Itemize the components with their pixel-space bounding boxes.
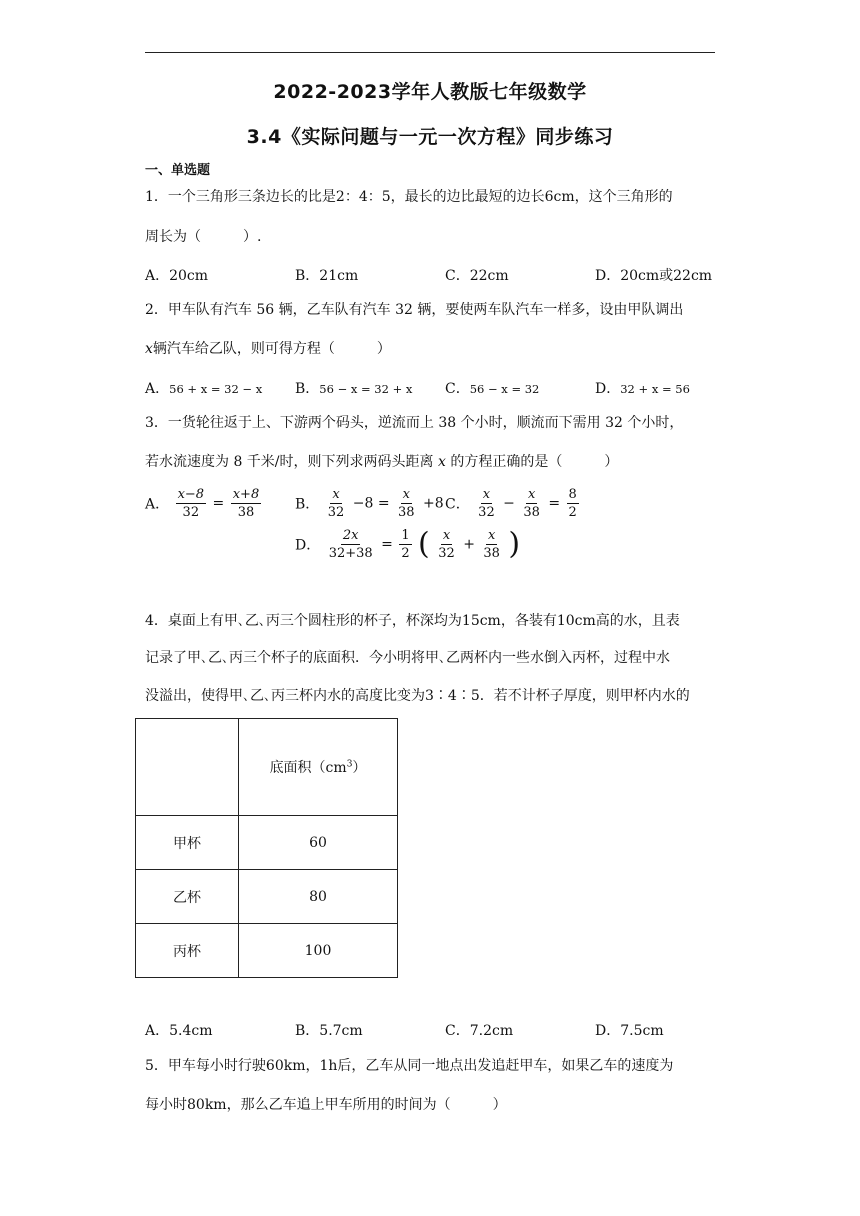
base-area-table bbox=[135, 718, 398, 978]
q3-option-c: C． $\frac{x}{32}$ − $\frac{x}{38}$ = $\frac{8}{2}$ bbox=[445, 487, 577, 520]
table-row bbox=[136, 816, 398, 870]
q3-text-line2: 若水流速度为 8 千米/时，则下列求两码头距离 x 的方程正确的是（ ） bbox=[145, 454, 619, 470]
q2-option-d: D．32 + x = 56 bbox=[595, 381, 690, 397]
q2-option-b: B．56 − x = 32 + x bbox=[295, 381, 413, 397]
q1-text-line2: 周长为（ ）. bbox=[145, 229, 262, 245]
page-subtitle: 3.4《实际问题与一元一次方程》同步练习 bbox=[246, 126, 614, 148]
q3-option-d: D． $\frac{2x}{32+38}$ = $\frac{1}{2}$ ( $\frac{x}{32}$ + $\frac{x}{38}$ ) bbox=[295, 526, 521, 562]
q3-d-frac-half: $\frac{1}{2}$ bbox=[401, 528, 410, 561]
table-row-name: 丙杯 bbox=[136, 924, 239, 978]
q4-option-c: C．7.2cm bbox=[445, 1023, 514, 1039]
q2-option-c: C．56 − x = 32 bbox=[445, 381, 540, 397]
q3-a-frac-right: $\frac{x+8}{38}$ bbox=[232, 487, 260, 520]
q2-option-a-expr: 56 + x = 32 − x bbox=[169, 382, 263, 396]
q3-text-line1: 3．一货轮往返于上、下游两个码头，逆流而上 38 个小时，顺流而下需用 32 个小时， bbox=[145, 415, 684, 431]
table-row-value: 100 bbox=[239, 924, 398, 978]
q2-text-line1: 2．甲车队有汽车 56 辆，乙车队有汽车 32 辆，要使两车队汽车一样多，设由甲队调出 bbox=[145, 302, 684, 318]
section-heading: 一、单选题 bbox=[145, 163, 211, 178]
table-row bbox=[136, 870, 398, 924]
q2-option-c-expr: 56 − x = 32 bbox=[469, 382, 540, 396]
q2-text-rest: 辆汽车给乙队，则可得方程（ ） bbox=[152, 341, 391, 357]
q4-option-a: A．5.4cm bbox=[145, 1023, 213, 1039]
q2-variable: x bbox=[145, 341, 153, 357]
table-row bbox=[136, 924, 398, 978]
q3-d-frac-2: $\frac{x}{38}$ bbox=[483, 528, 500, 561]
q3-b-frac-right: $\frac{x}{38}$ bbox=[398, 487, 415, 520]
page-title: 2022-2023学年人教版七年级数学 bbox=[273, 81, 587, 103]
q2-option-a: A．56 + x = 32 − x bbox=[145, 381, 263, 397]
q1-option-a: A．20cm bbox=[145, 268, 209, 284]
q3-d-frac-left: $\frac{2x}{32+38}$ bbox=[328, 528, 373, 561]
q4-text-line2: 记录了甲､乙､丙三个杯子的底面积．今小明将甲､乙两杯内一些水倒入丙杯，过程中水 bbox=[145, 650, 670, 666]
q3-option-a: A． $\frac{x-8}{32}$ = $\frac{x+8}{38}$ bbox=[145, 487, 260, 520]
q4-option-b: B．5.7cm bbox=[295, 1023, 363, 1039]
q4-text-line3: 没溢出，使得甲､乙､丙三杯内水的高度比变为3∶4∶5．若不计杯子厚度，则甲杯内水的 bbox=[145, 688, 690, 704]
header-rule bbox=[145, 52, 715, 53]
q3-d-frac-1: $\frac{x}{32}$ bbox=[438, 528, 455, 561]
table-header-cell: 底面积$(cm^3)$ bbox=[239, 719, 398, 816]
q4-option-d: D．7.5cm bbox=[595, 1023, 664, 1039]
q5-text-line1: 5．甲车每小时行驶60km，1h后，乙车从同一地点出发追赶甲车，如果乙车的速度为 bbox=[145, 1058, 674, 1074]
q3-a-frac-left: $\frac{x-8}{32}$ bbox=[177, 487, 205, 520]
q2-text-line2 bbox=[145, 338, 391, 358]
table-row-name: 甲杯 bbox=[136, 816, 239, 870]
table-row-value: 80 bbox=[239, 870, 398, 924]
q4-text-line1: 4．桌面上有甲､乙､丙三个圆柱形的杯子，杯深均为15cm，各装有10cm高的水，且表 bbox=[145, 613, 680, 629]
table-row-value: 60 bbox=[239, 816, 398, 870]
table-row-name: 乙杯 bbox=[136, 870, 239, 924]
q5-text-line2: 每小时80km，那么乙车追上甲车所用的时间为（ ） bbox=[145, 1097, 507, 1113]
q3-c-frac-1: $\frac{x}{32}$ bbox=[478, 487, 495, 520]
q3-option-b: B． $\frac{x}{32}$ −8 = $\frac{x}{38}$ +8 bbox=[295, 487, 444, 520]
q3-c-frac-3: $\frac{8}{2}$ bbox=[568, 487, 577, 520]
q1-option-d: D．20cm或22cm bbox=[595, 268, 713, 284]
q3-b-frac-left: $\frac{x}{32}$ bbox=[327, 487, 345, 520]
q3-variable: x bbox=[437, 454, 446, 470]
q1-option-b: B．21cm bbox=[295, 268, 359, 284]
q1-text-line1: 1．一个三角形三条边长的比是2：4：5，最长的边比最短的边长6cm，这个三角形的 bbox=[145, 189, 673, 205]
q3-c-frac-2: $\frac{x}{38}$ bbox=[523, 487, 540, 520]
q2-option-d-expr: 32 + x = 56 bbox=[620, 382, 690, 396]
q2-option-b-expr: 56 − x = 32 + x bbox=[319, 382, 413, 396]
table-corner-cell bbox=[136, 719, 239, 816]
q1-option-c: C．22cm bbox=[445, 268, 509, 284]
